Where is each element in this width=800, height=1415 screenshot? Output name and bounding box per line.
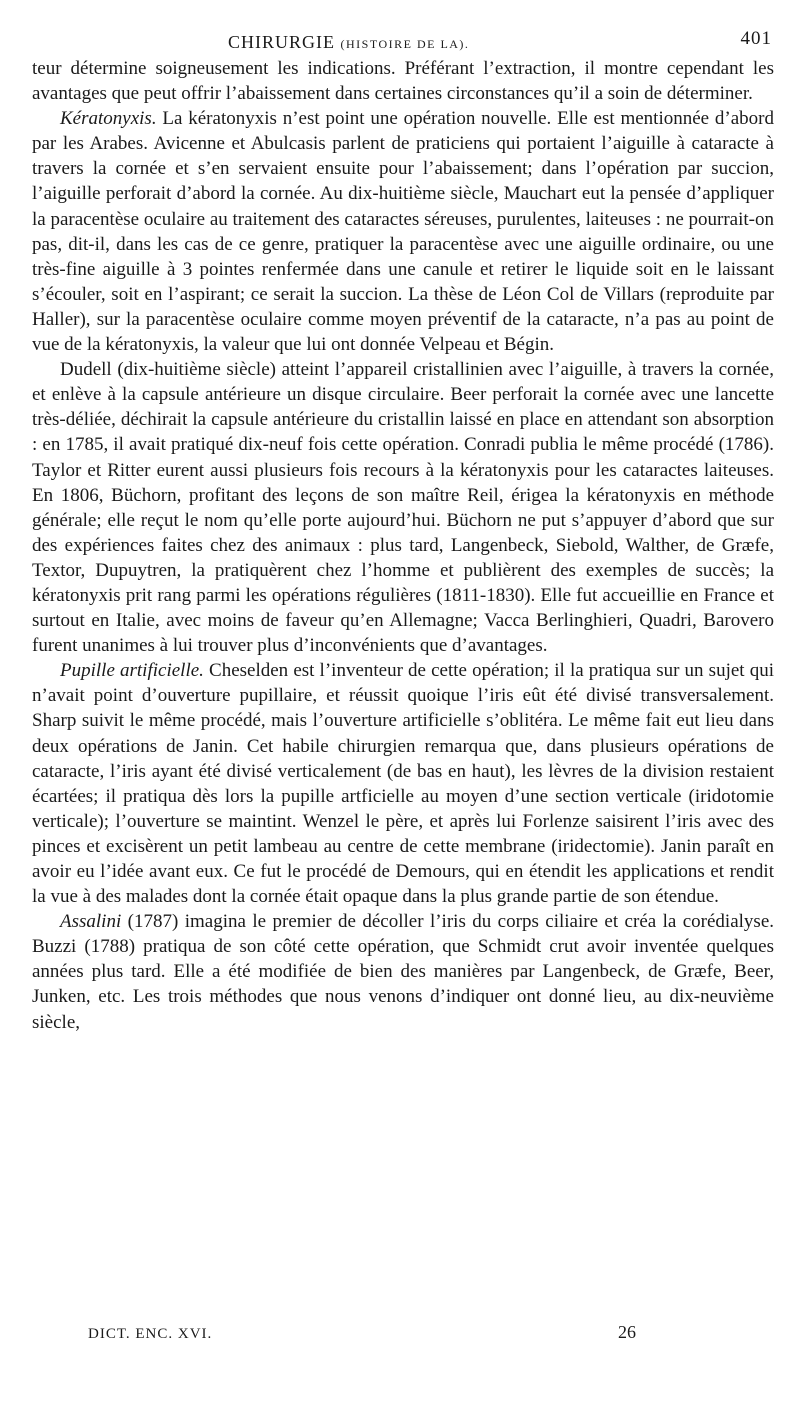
paragraph-continuation (32, 56, 774, 106)
author-name-assalini: Assalini (60, 911, 122, 933)
paragraph-text: Dudell (dix-huitième siècle) atteint l’appareil cristallinien avec l’aiguille, à travers la cornée, et enlève à la capsule antérieure un disque circulaire. Beer perforait la cornée avec une lancette très-déliée, déchirait la capsule antérieure du cristallin laissé en place en attendant son absorption : en 1785, il avait pratiqué dix-neuf fois cette opération. Conradi publia le même procédé (1786). Taylor et Ritter eurent aussi plusieurs fois recours à la kératonyxis pour les cataractes laiteuses. En 1806, Büchorn, profitant des leçons de son maître Reil, érigea la kératonyxis en méthode générale; elle reçut le nom qu’elle porte aujourd’hui. Büchorn ne put s’appuyer d’abord que sur des expériences faites chez des animaux : plus tard, Langenbeck, Siebold, Walther, de Græfe, Textor, Dupuytren, la pratiquèrent chez l’homme et publièrent des exemples de succès; la kératonyxis prit rang parmi les opérations régulières (1811-1830). Elle fut accueillie en France et surtout en Italie, avec moins de faveur qu’en Allemagne; Vacca Berlinghieri, Quadri, Barovero furent unanimes à lui trouver plus d’inconvénients que d’avantages. (32, 359, 774, 657)
paragraph-text: Cheselden est l’inventeur de cette opération; il la pratiqua sur un sujet qui n’avait point d’ouverture pupillaire, et réussit quoique l’iris eût été divisé transversalement. Sharp suivit le même procédé, mais l’ouverture artificielle s’oblitéra. Le même fait eut lieu dans deux opérations de Janin. Cet habile chirurgien remarqua que, dans plusieurs opérations de cataracte, l’iris ayant été divisé verticalement (de bas en haut), les lèvres de la division restaient écartées; il pratiqua dès lors la pupille artficielle au moyen d’une section verticale (iridotomie verticale); l’ouverture se maintint. Wenzel le père, et après lui Forlenze saisirent l’iris avec des pinces et excisèrent un petit lambeau au centre de cette membrane (iridectomie). Janin paraît en avoir eu l’idée avant eux. Ce fut le procédé de Demours, qui en étendit les applications et rendit la vue à des malades dont la cornée était opaque dans la plus grande partie de son étendue. (32, 660, 774, 908)
page (32, 24, 774, 1342)
section-heading-pupille-artificielle: Pupille artificielle. (60, 660, 204, 682)
signature-mark: DICT. ENC. XVI. (88, 1326, 213, 1342)
running-title-sub: (HISTOIRE DE LA). (340, 37, 470, 51)
paragraph-dudell (32, 357, 774, 658)
paragraph-assalini (32, 909, 774, 1034)
paragraph-pupille-artificielle (32, 658, 774, 909)
running-head (32, 24, 774, 56)
page-footer (32, 1322, 774, 1350)
section-heading-keratonyxis: Kératonyxis. (60, 108, 157, 130)
paragraph-text: La kératonyxis n’est point une opération nouvelle. Elle est mentionnée d’abord par les Arabes. Avicenne et Abulcasis parlent de praticiens qui portaient l’aiguille à cataracte à travers la cornée et s’en servaient ensuite pour l’abaissement; dans l’opération par succion, l’aiguille perforait d’abord la cornée. Au dix-huitième siècle, Mauchart eut la pensée d’appliquer la paracentèse oculaire au traitement des cataractes séreuses, purulentes, laiteuses : ne pourrait-on pas, dit-il, dans les cas de ce genre, pratiquer la paracentèse avec une aiguille ordinaire, ou une très-fine aiguille à 3 pointes renfermée dans une canule et retirer le liquide soit en le laissant s’écouler, soit en l’aspirant; ce serait la succion. La thèse de Léon Col de Villars (reproduite par Haller), sur la paracentèse oculaire comme moyen préventif de la cataracte, n’a pas au point de vue de la kératonyxis, la valeur que lui ont donnée Velpeau et Bégin. (32, 108, 774, 356)
running-title-main: CHIRURGIE (228, 32, 335, 52)
body-text (32, 56, 774, 1035)
paragraph-text: teur détermine soigneusement les indications. Préférant l’extraction, il montre cependant les avantages que peut offrir l’abaissement dans certaines circonstances qu’il a soin de déterminer. (32, 58, 774, 105)
paragraph-text: (1787) imagina le premier de décoller l’iris du corps ciliaire et créa la corédialyse. Buzzi (1788) pratiqua de son côté cette opération, que Schmidt crut avoir inventée quelques années plus tard. Elle a été modifiée de bien des manières par Langenbeck, de Græfe, Beer, Junken, etc. Les trois méthodes que nous venons d’indiquer ont donné lieu, au dix-neuvième siècle, (32, 911, 774, 1033)
sheet-number: 26 (618, 1322, 636, 1342)
page-number: 401 (740, 28, 772, 49)
running-title (228, 32, 469, 53)
paragraph-keratonyxis (32, 106, 774, 357)
